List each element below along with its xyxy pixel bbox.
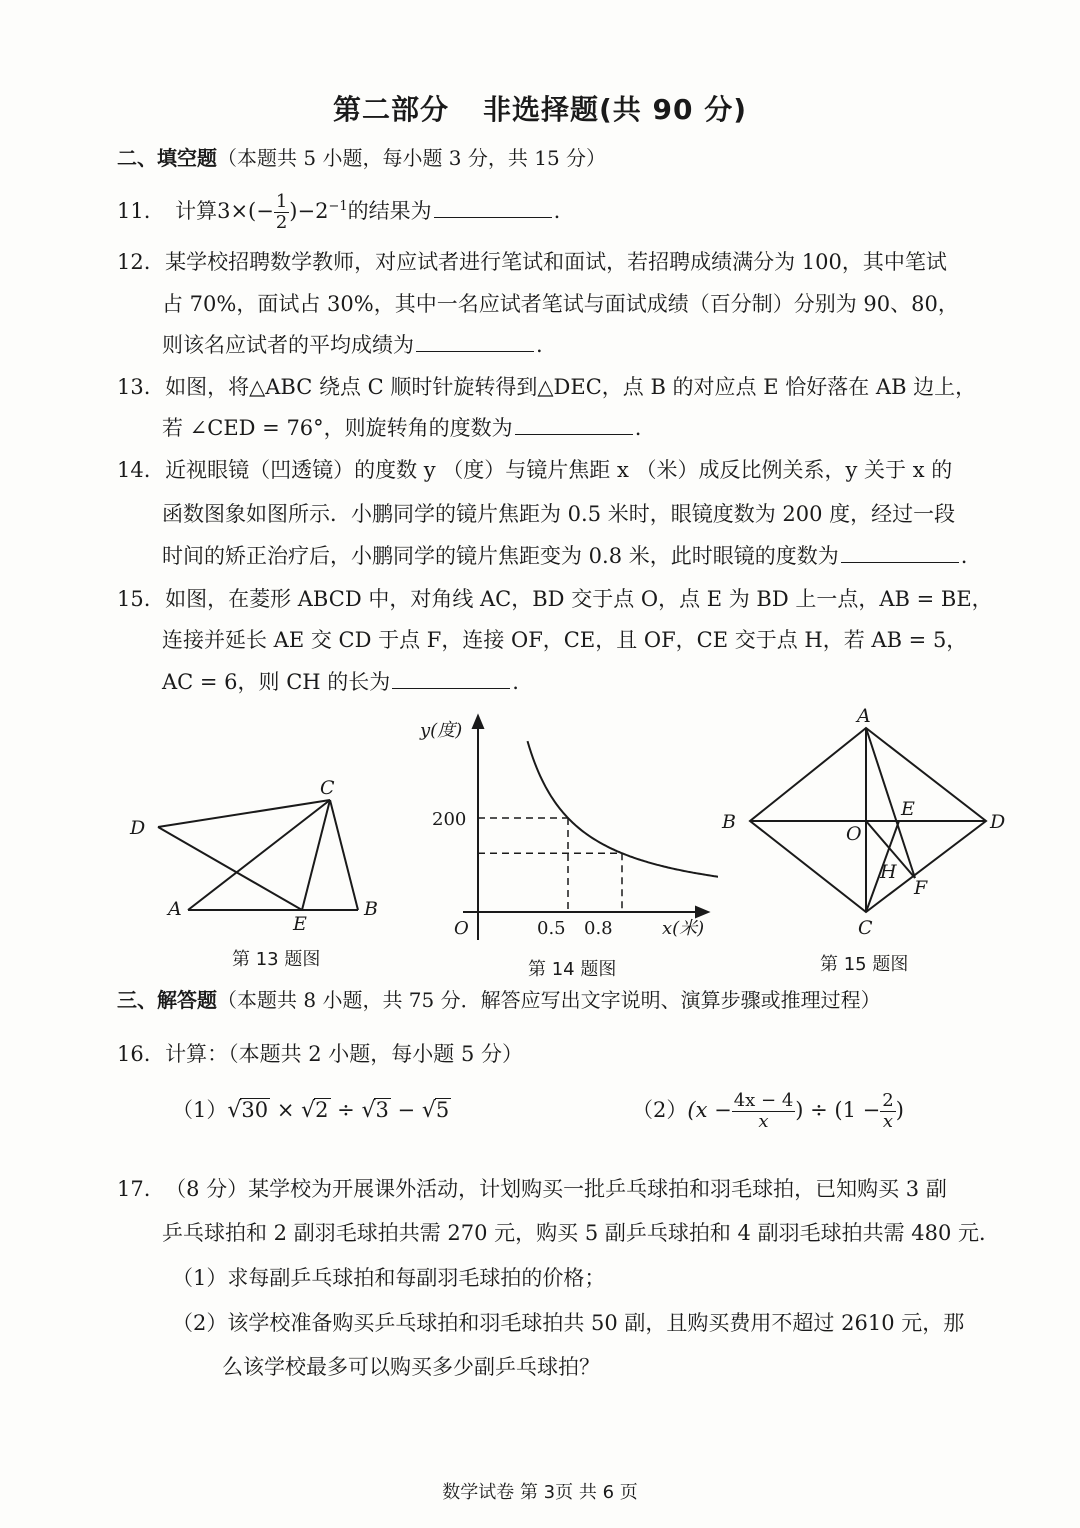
section-3-heading: 三、解答题（本题共 8 小题，共 75 分．解答应写出文字说明、演算步骤或推理过程） bbox=[117, 988, 881, 1012]
answer-blank-13[interactable] bbox=[515, 414, 633, 435]
caption-15: 第 15 题图 bbox=[820, 954, 909, 975]
figure-14-chart bbox=[418, 712, 718, 948]
y-tick-200: 200 bbox=[432, 809, 467, 830]
label-E: E bbox=[293, 913, 307, 935]
question-16-part1: （1）√30 × √2 ÷ √3 − √5 bbox=[172, 1098, 450, 1123]
question-15: 15. 如图，在菱形 ABCD 中，对角线 AC，BD 交于点 O，点 E 为 BD 上一点，AB = BE， bbox=[117, 587, 993, 611]
label-E: E bbox=[901, 798, 915, 820]
label-D: D bbox=[130, 817, 146, 839]
answer-blank-15[interactable] bbox=[392, 668, 510, 689]
segment-DC bbox=[158, 800, 330, 827]
y-axis-label: y(度) bbox=[420, 720, 463, 741]
label-C: C bbox=[858, 917, 873, 939]
label-C: C bbox=[320, 777, 335, 799]
caption-14: 第 14 题图 bbox=[528, 959, 617, 980]
question-16-part2: （2）(x − $\frac{4x - 4}{x}$ ) ÷ (1 − $\frac{2}{x}$ ) bbox=[632, 1090, 904, 1132]
x-tick-05: 0.5 bbox=[537, 918, 566, 939]
page-title bbox=[0, 88, 1080, 128]
answer-blank-12[interactable] bbox=[416, 331, 534, 352]
label-B: B bbox=[722, 811, 736, 833]
caption-13: 第 13 题图 bbox=[232, 949, 321, 970]
question-17: 17. （8 分）某学校为开展课外活动，计划购买一批乒乓球拍和羽毛球拍，已知购买 3 副 bbox=[117, 1177, 947, 1201]
label-B: B bbox=[364, 898, 378, 920]
title-part: 第二部分 bbox=[332, 93, 449, 126]
page-footer: 数学试卷 第 3页 共 6 页 bbox=[442, 1482, 638, 1503]
question-14-line3: 时间的矫正治疗后，小鹏同学的镜片焦距变为 0.8 米，此时眼镜的度数为 . bbox=[162, 544, 968, 568]
question-15-line2: 连接并延长 AE 交 CD 于点 F，连接 OF，CE，且 OF，CE 交于点 H，若 AB = 5， bbox=[162, 628, 968, 652]
figure-15 bbox=[716, 702, 1016, 942]
label-A: A bbox=[857, 705, 871, 727]
question-14: 14. 近视眼镜（凹透镜）的度数 y （度）与镜片焦距 x （米）成反比例关系，y 关于 x 的 bbox=[117, 458, 953, 482]
question-15-line3: AC = 6，则 CH 的长为 . bbox=[162, 670, 519, 694]
label-F: F bbox=[914, 877, 928, 899]
question-17-part2: （2）该学校准备购买乒乓球拍和羽毛球拍共 50 副，且购买费用不超过 2610 元，那 bbox=[172, 1311, 965, 1335]
question-17-line2: 乒乓球拍和 2 副羽毛球拍共需 270 元，购买 5 副乒乓球拍和 4 副羽毛球拍共需 480 元． bbox=[162, 1221, 1000, 1245]
segment-AC bbox=[188, 800, 330, 910]
x-tick-08: 0.8 bbox=[584, 918, 613, 939]
label-D: D bbox=[990, 811, 1006, 833]
x-axis-arrow bbox=[696, 907, 708, 917]
figure-13 bbox=[120, 770, 390, 940]
question-17-part2-cont: 么该学校最多可以购买多少副乒乓球拍？ bbox=[222, 1355, 600, 1379]
question-12-line3: 则该名应试者的平均成绩为 . bbox=[162, 333, 543, 357]
answer-blank-11[interactable] bbox=[434, 197, 552, 218]
question-14-line2: 函数图象如图所示．小鹏同学的镜片焦距为 0.5 米时，眼镜度数为 200 度，经过一段 bbox=[162, 502, 956, 526]
question-11: 11. 计算3×(− $\frac{1}{2}$ )$-2^{-1}$的结果为 . bbox=[117, 191, 561, 233]
question-13: 13. 如图，将△ABC 绕点 C 顺时针旋转得到△DEC，点 B 的对应点 E 恰好落在 AB 边上， bbox=[117, 375, 977, 399]
question-17-part1: （1）求每副乒乓球拍和每副羽毛球拍的价格； bbox=[172, 1266, 606, 1290]
question-12-line2: 占 70%，面试占 30%，其中一名应试者笔试与面试成绩（百分制）分别为 90、80， bbox=[162, 292, 959, 316]
title-name: 非选择题(共 90 分) bbox=[482, 93, 748, 126]
x-axis-label: x(米) bbox=[662, 918, 705, 939]
question-13-line2: 若 ∠CED = 76°，则旋转角的度数为 . bbox=[162, 416, 642, 440]
y-axis-arrow bbox=[473, 716, 483, 728]
segment-BC bbox=[330, 800, 358, 910]
answer-blank-14[interactable] bbox=[841, 542, 959, 563]
question-12: 12. 某学校招聘数学教师，对应试者进行笔试和面试，若招聘成绩满分为 100，其中笔试 bbox=[117, 250, 947, 274]
fraction-half: $\frac{1}{2}$ bbox=[275, 191, 288, 233]
segment-EC bbox=[302, 800, 330, 910]
label-O: O bbox=[846, 823, 862, 845]
label-A: A bbox=[168, 898, 182, 920]
question-16: 16. 计算：（本题共 2 小题，每小题 5 分） bbox=[117, 1042, 524, 1066]
label-H: H bbox=[880, 861, 897, 883]
section-2-heading: 二、填空题（本题共 5 小题，每小题 3 分，共 15 分） bbox=[117, 146, 607, 170]
origin-label: O bbox=[454, 918, 469, 939]
